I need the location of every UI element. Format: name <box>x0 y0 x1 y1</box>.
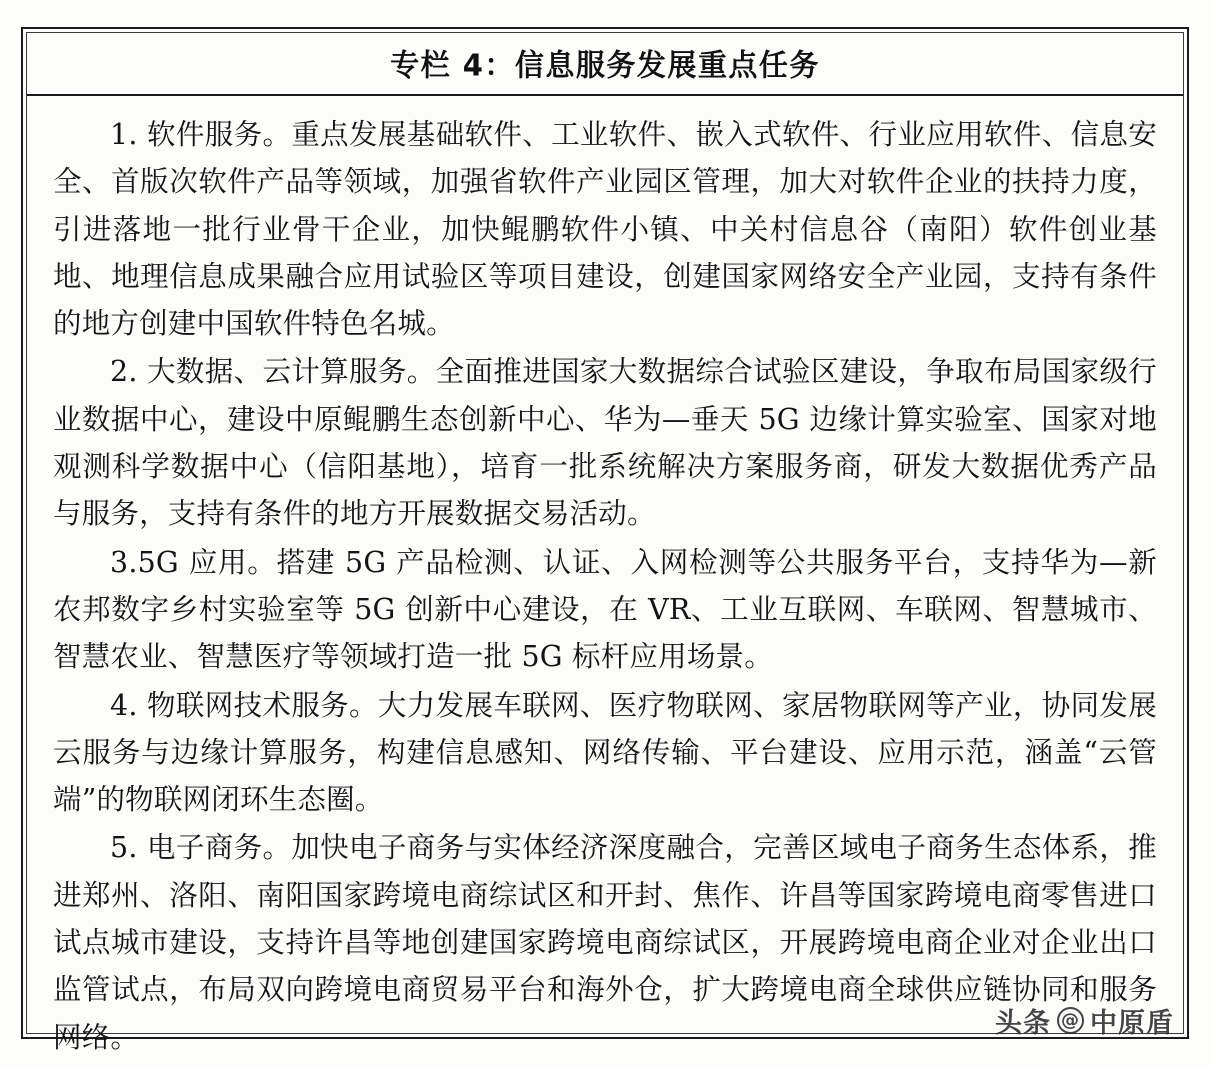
callout-box-body <box>27 97 1183 1054</box>
watermark-platform-label: 头条 <box>995 1008 1051 1039</box>
paragraph-item-4: 4. 物联网技术服务。大力发展车联网、医疗物联网、家居物联网等产业，协同发展云服务与边缘计算服务，构建信息感知、网络传输、平台建设、应用示范，涵盖“云管端”的物联网闭环生态圈。 <box>53 688 1157 817</box>
watermark-account-label: 中原盾 <box>1090 1008 1174 1039</box>
paragraph-item-3: 3.5G 应用。搭建 5G 产品检测、认证、入网检测等公共服务平台，支持华为—新农邦数字乡村实验室等 5G 创新中心建设，在 VR、工业互联网、车联网、智慧城市、智慧农业、智慧医疗等领域打造一批 5G 标杆应用场景。 <box>53 545 1157 674</box>
paragraph-item-2: 2. 大数据、云计算服务。全面推进国家大数据综合试验区建设，争取布局国家级行业数据中心，建设中原鲲鹏生态创新中心、华为—垂天 5G 边缘计算实验室、国家对地观测科学数据中心（信阳基地），培育一批系统解决方案服务商，研发大数据优秀产品与服务，支持有条件的地方开展数据交易活动。 <box>53 355 1157 531</box>
at-icon: @ <box>1057 1007 1084 1034</box>
paragraph-item-1: 1. 软件服务。重点发展基础软件、工业软件、嵌入式软件、行业应用软件、信息安全、首版次软件产品等领域，加强省软件产业园区管理，加大对软件企业的扶持力度，引进落地一批行业骨干企业，加快鲲鹏软件小镇、中关村信息谷（南阳）软件创业基地、地理信息成果融合应用试验区等项目建设，创建国家网络安全产业园，支持有条件的地方创建中国软件特色名城。 <box>53 118 1157 341</box>
paragraph-item-5: 5. 电子商务。加快电子商务与实体经济深度融合，完善区域电子商务生态体系，推进郑州、洛阳、南阳国家跨境电商综试区和开封、焦作、许昌等国家跨境电商零售进口试点城市建设，支持许昌等地创建国家跨境电商综试区，开展跨境电商企业对企业出口监管试点，布局双向跨境电商贸易平台和海外仓，扩大跨境电商全球供应链协同和服务网络。 <box>53 831 1157 1054</box>
page-title: 专栏 4：信息服务发展重点任务 <box>390 47 820 83</box>
watermark <box>995 1001 1174 1040</box>
callout-box-column-4 <box>21 27 1189 1054</box>
callout-box-title-row <box>27 33 1183 96</box>
